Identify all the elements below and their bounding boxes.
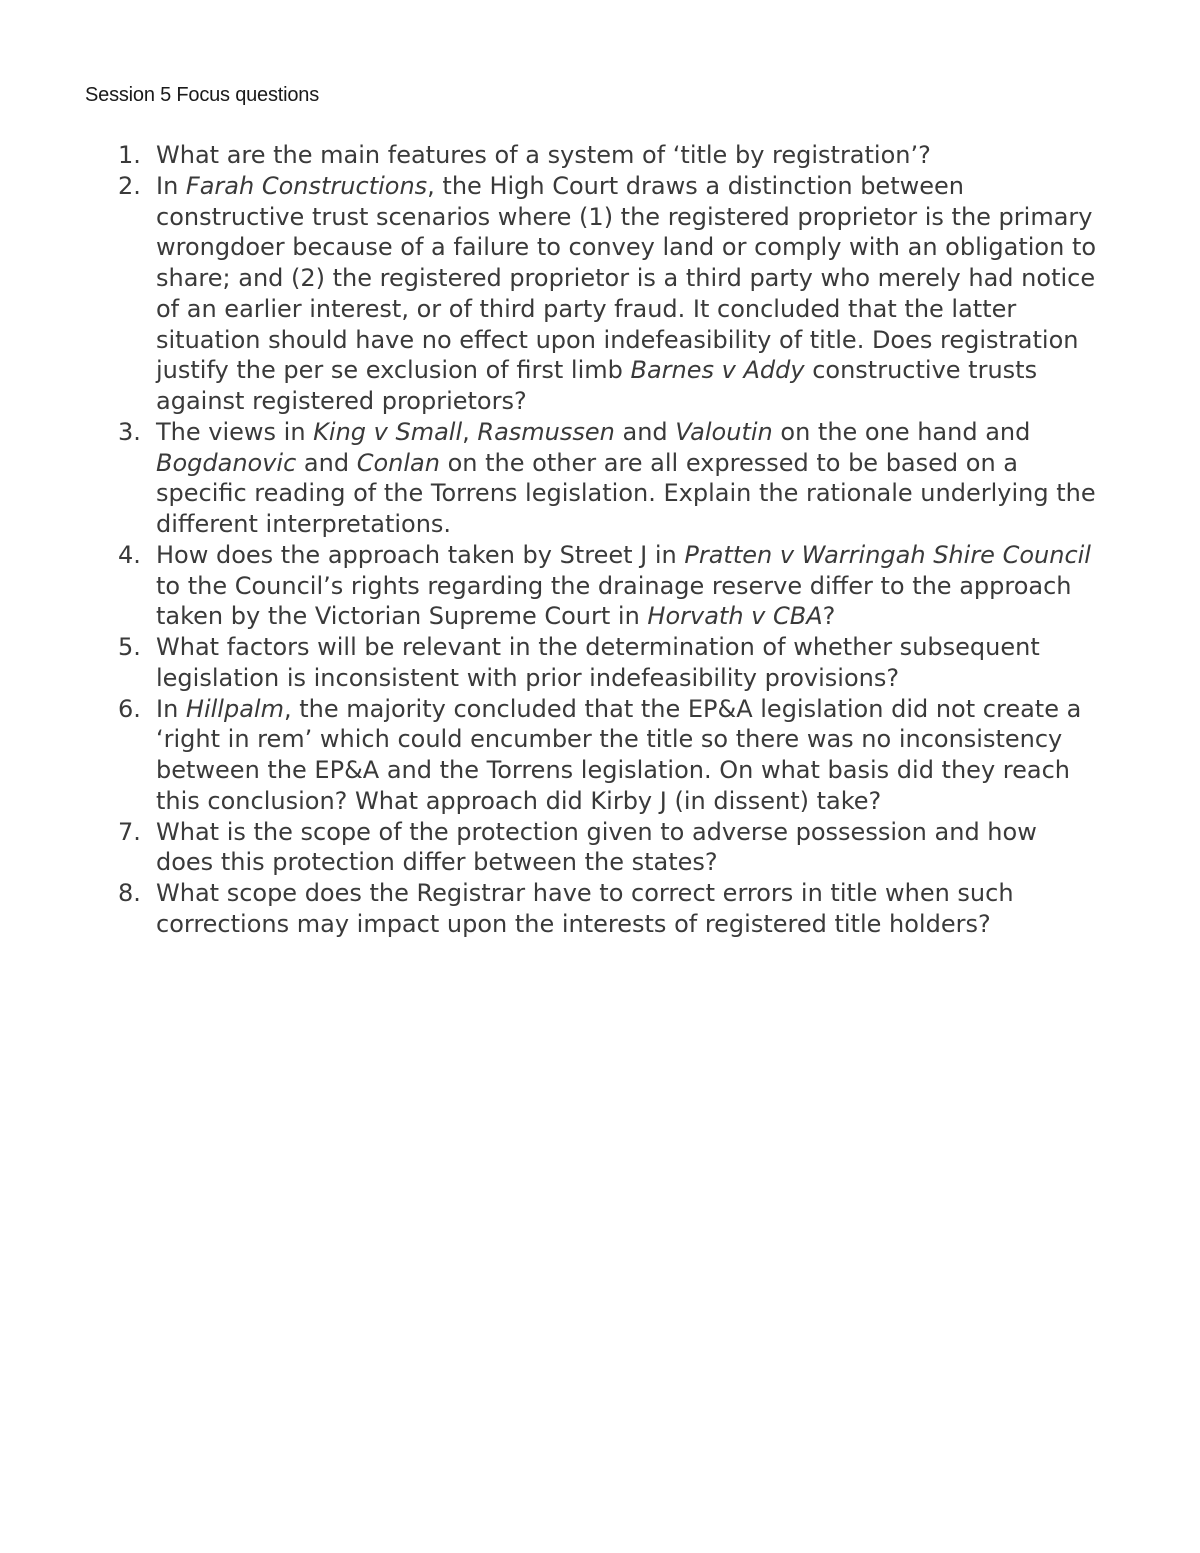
case-name: Farah Constructions: [185, 171, 428, 200]
question-item: [0, 632, 1100, 694]
question-item: [0, 417, 1100, 540]
question-text: on the one hand and: [772, 417, 1031, 446]
question-text: What is the scope of the protection given to adverse possession and how does this protection differ between the states?: [156, 817, 1037, 877]
case-name: Barnes v Addy: [630, 356, 805, 385]
case-name: Rasmussen: [477, 417, 615, 446]
document-title: Session 5 Focus questions: [85, 84, 320, 106]
question-text: ,: [462, 417, 478, 446]
question-text: In: [156, 694, 186, 723]
question-number: 8.: [118, 879, 141, 907]
question-number: 4.: [118, 540, 141, 569]
question-text: , the majority concluded that the EP&A legislation did not create a ‘right in rem’ which could encumber the title so there was no inconsistency between the EP&A and the Torrens legislation. On what basis did they reach this conclusion? What approach did Kirby J (in dissent) take?: [156, 694, 1082, 815]
question-item: [0, 694, 1100, 817]
question-item: [0, 878, 1100, 940]
question-number: 6.: [118, 694, 141, 723]
question-item: [0, 140, 1100, 171]
question-number: 2.: [118, 171, 141, 200]
question-text: What are the main features of a system of ‘title by registration’?: [156, 141, 931, 169]
question-text: and: [614, 417, 676, 446]
question-text: constructive trusts against registered proprietors?: [156, 356, 1038, 415]
case-name: Horvath v CBA: [647, 602, 823, 631]
question-text: on the other are all expressed to be based on a specific reading of the Torrens legislation. Explain the rationale underlying the different interpretations.: [156, 448, 1096, 538]
question-number: 7.: [118, 817, 141, 846]
question-text: to the Council’s rights regarding the drainage reserve differ to the approach taken by the Victorian Supreme Court in: [156, 571, 1072, 631]
case-name: Hillpalm: [185, 694, 284, 723]
question-item: [0, 817, 1100, 879]
question-text: How does the approach taken by Street J in: [156, 540, 685, 569]
case-name: Pratten v Warringah Shire Council: [684, 540, 1091, 569]
case-name: Valoutin: [675, 417, 773, 446]
question-number: 3.: [118, 417, 141, 446]
question-item: [0, 171, 1100, 417]
case-name: Conlan: [356, 448, 440, 477]
case-name: Bogdanovic: [156, 448, 297, 477]
case-name: King v Small: [313, 417, 463, 446]
focus-questions-list: [0, 140, 1100, 940]
question-number: 1.: [118, 141, 141, 169]
question-text: In: [156, 171, 186, 200]
question-item: [0, 540, 1100, 632]
question-text: What factors will be relevant in the determination of whether subsequent legislation is inconsistent with prior indefeasibility provisions?: [156, 633, 1040, 692]
question-text: What scope does the Registrar have to correct errors in title when such corrections may impact upon the interests of registered title holders?: [156, 879, 1014, 938]
question-text: ?: [822, 602, 836, 631]
question-text: and: [296, 448, 357, 477]
question-text: The views in: [156, 417, 314, 446]
question-number: 5.: [118, 633, 141, 661]
question-text: , the High Court draws a distinction between constructive trust scenarios where (1) the registered proprietor is the primary wrongdoer because of a failure to convey land or comply with an obligation to share; and (2) the registered proprietor is a third party who merely had notice of an earlier interest, or of third party fraud. It concluded that the latter situation should have no effect upon indefeasibility of title. Does registration justify the per se exclusion of first limb: [156, 171, 1097, 385]
